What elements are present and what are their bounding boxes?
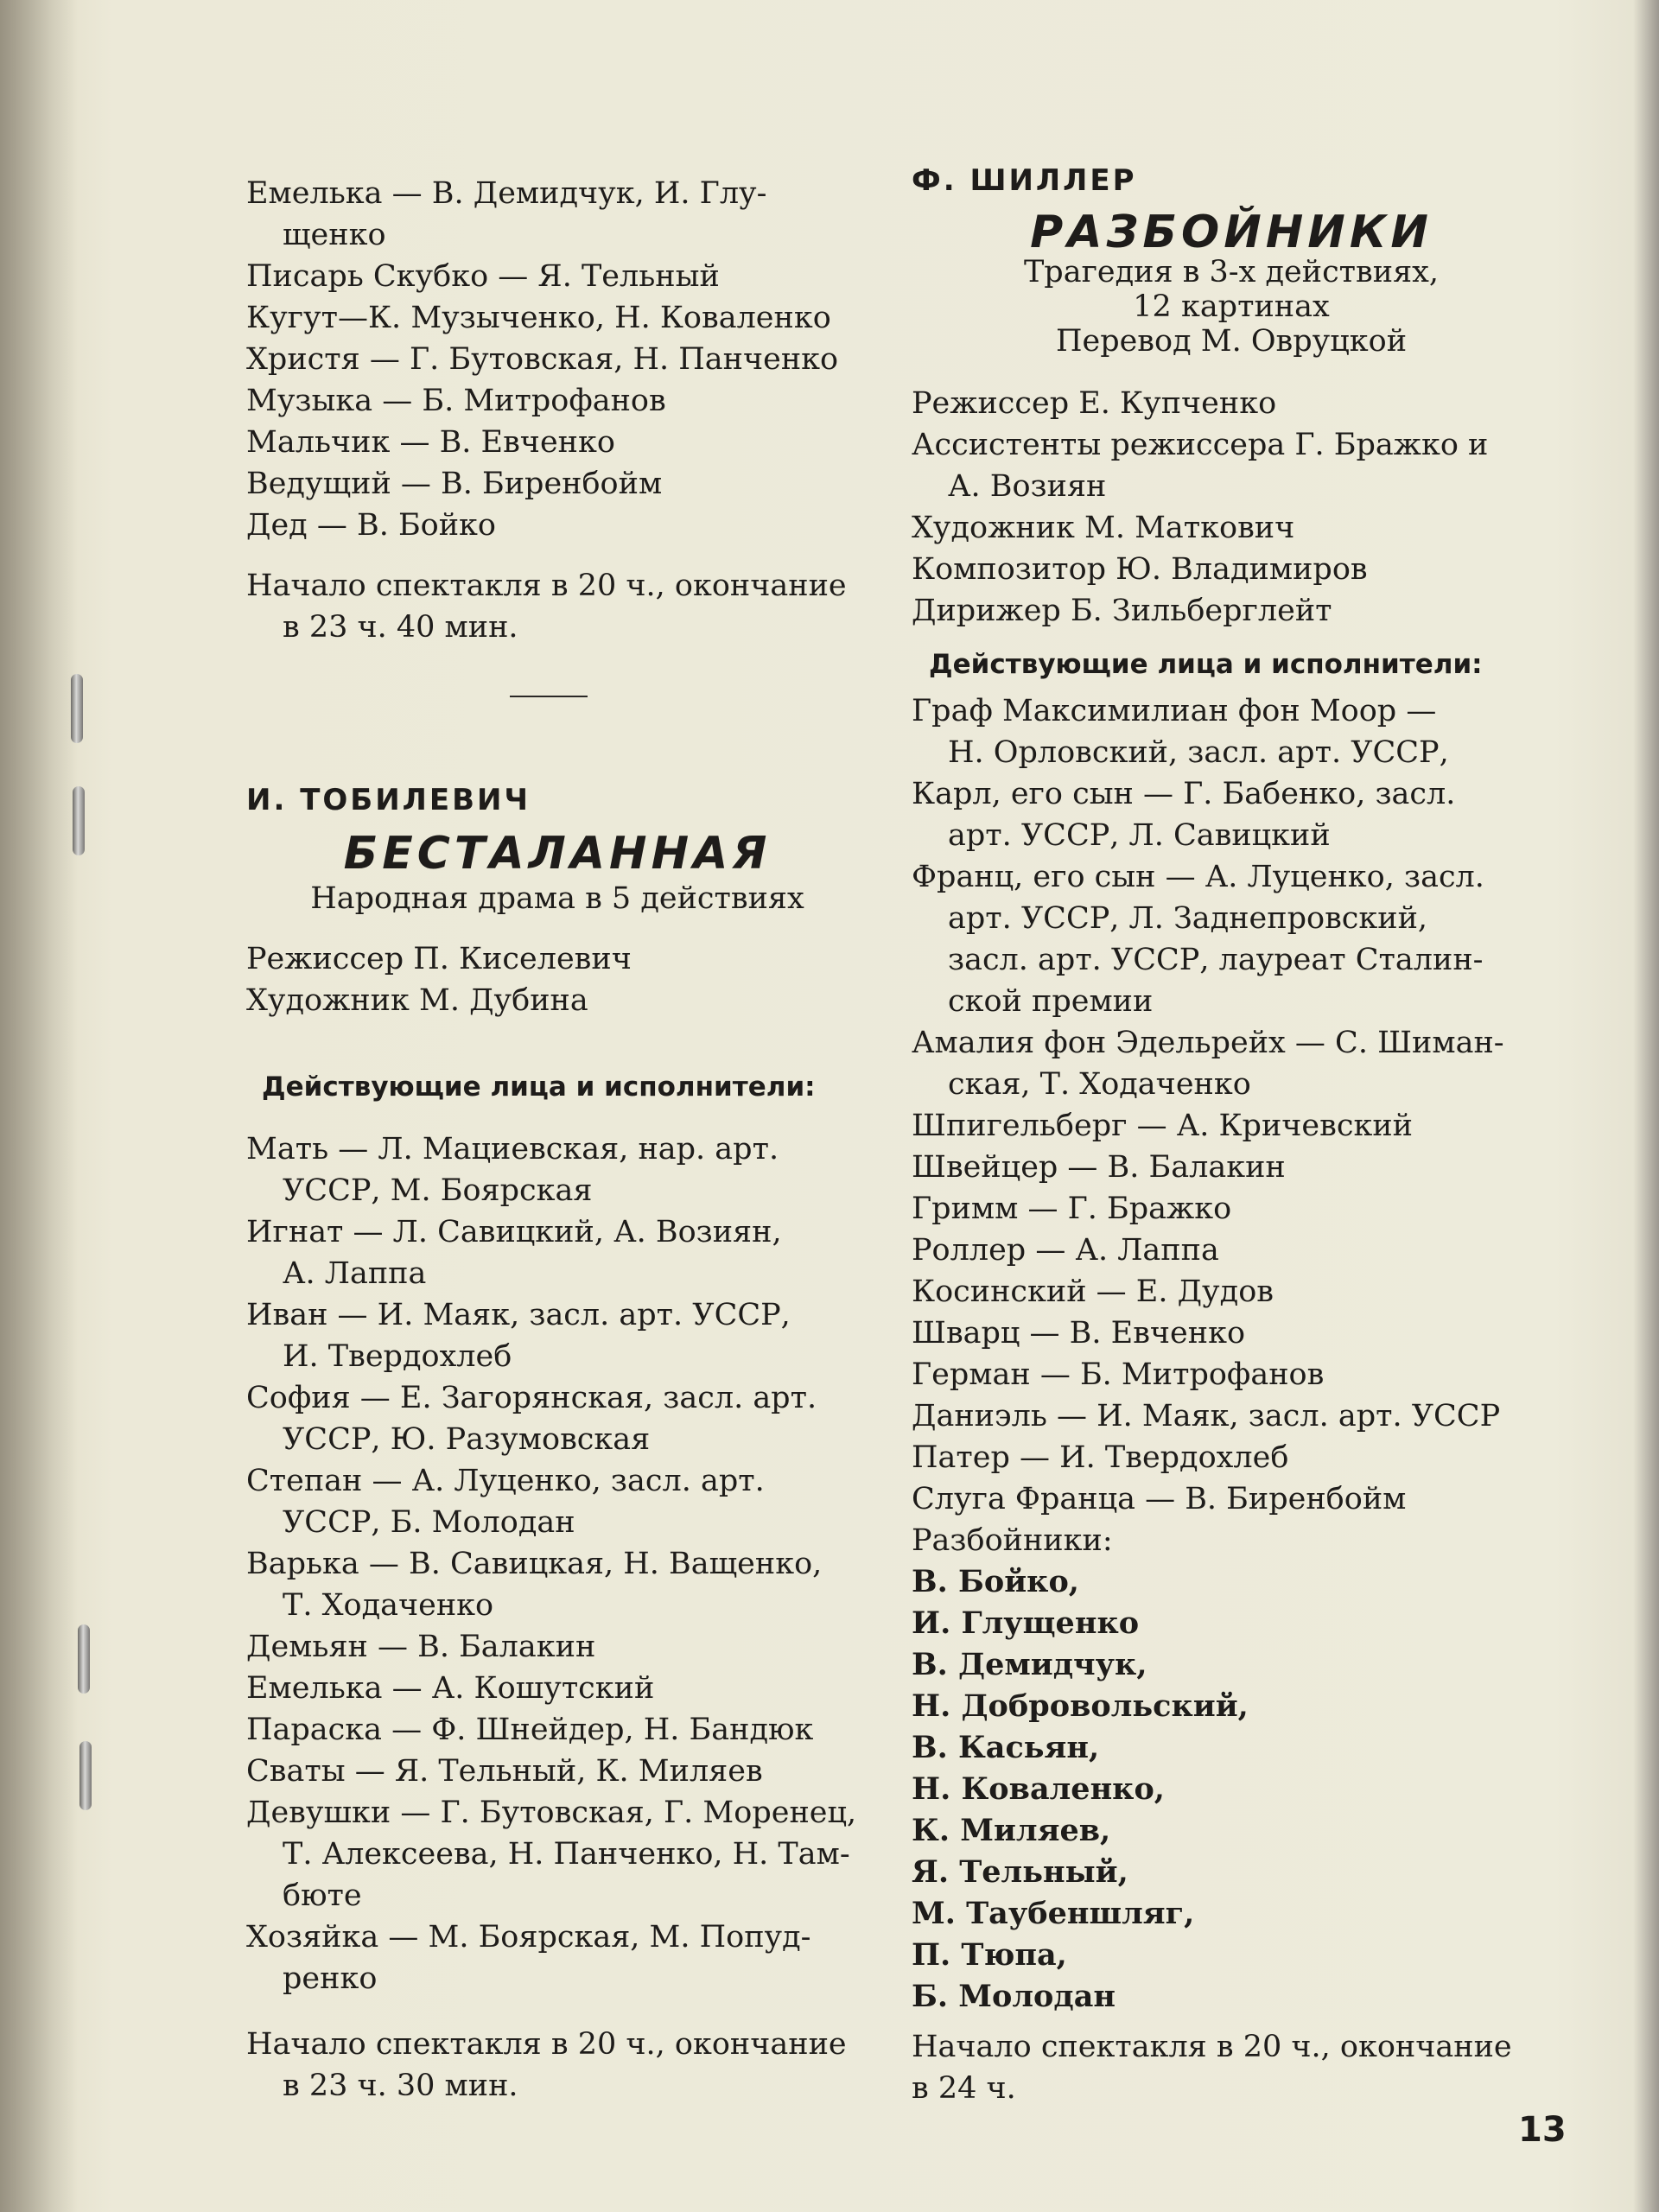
timing-line: в 24 ч. [912,2071,1016,2106]
cast-line: ской премии [948,984,1154,1019]
cast-line: Варька — В. Савицкая, Н. Ващенко, [246,1547,823,1581]
cast-line: Патер — И. Твердохлеб [912,1440,1289,1475]
robber-line: Б. Молодан [912,1979,1116,2014]
previous-play-timing [246,565,868,648]
cast-line: Писарь Скубко — Я. Тельный [246,259,720,294]
cast-line: Девушки — Г. Бутовская, Г. Моренец, [246,1796,857,1830]
cast-header: Действующие лица и исполнители: [262,1071,816,1103]
staple-4 [79,1741,92,1810]
cast-line: Емелька — В. Демидчук, И. Глу- [246,176,767,211]
cast-line: Гримм — Г. Бражко [912,1192,1232,1226]
staple-2 [73,786,85,855]
robber-line: И. Глущенко [912,1605,1140,1641]
cast-line: А. Лаппа [283,1256,427,1291]
staple-1 [71,674,83,743]
play-subtitle: 12 картинах [1133,289,1330,324]
cast-line: Мать — Л. Мациевская, нар. арт. [246,1132,779,1166]
crew-line: Режиссер Е. Купченко [912,386,1277,421]
robber-line: П. Тюпа, [912,1937,1067,1973]
cast-line: Герман — Б. Митрофанов [912,1357,1325,1392]
crew-line: Художник М. Маткович [912,511,1295,545]
play-bestalannaya [246,779,868,2107]
play-timing [912,2026,1551,2109]
cast-line: Швейцер — В. Балакин [912,1150,1286,1185]
cast-line: Кугут—К. Музыченко, Н. Коваленко [246,301,831,335]
cast-line: Мальчик — В. Евченко [246,425,615,460]
robber-line: Н. Добровольский, [912,1688,1249,1724]
director-line: Режиссер П. Киселевич [246,942,632,976]
translator-line: Перевод М. Овруцкой [1055,324,1408,359]
cast-line: Даниэль — И. Маяк, засл. арт. УССР [912,1399,1501,1433]
cast-line: Хозяйка — М. Боярская, М. Попуд- [246,1920,811,1955]
timing-line: Начало спектакля в 20 ч., окончание [246,2027,847,2062]
crew-line: А. Возиян [948,469,1107,504]
cast-line: УССР, М. Боярская [283,1173,593,1208]
crew-line: Дирижер Б. Зильберглейт [912,594,1332,628]
cast-line: Т. Алексеева, Н. Панченко, Н. Там- [283,1837,850,1872]
robber-line: В. Демидчук, [912,1647,1147,1682]
spine-shadow [0,0,78,2212]
robber-line: К. Миляев, [912,1813,1111,1848]
play-timing [246,2024,868,2107]
staple-3 [78,1624,90,1694]
play-author: Ф. ШИЛЛЕР [912,163,1137,198]
cast-line: Слуга Франца — В. Биренбойм [912,1482,1407,1516]
artist-line: Художник М. Дубина [246,983,588,1018]
left-column [246,173,868,2107]
robber-line: М. Таубеншляг, [912,1896,1195,1931]
robber-line: В. Бойко, [912,1564,1079,1599]
cast-line: ская, Т. Ходаченко [948,1067,1251,1102]
play-subtitle: Трагедия в 3-х действиях, [1023,255,1440,289]
cast-line: Карл, его сын — Г. Бабенко, засл. [912,777,1456,811]
cast-line: Т. Ходаченко [283,1588,494,1623]
robber-line: В. Касьян, [912,1730,1100,1765]
cast-line: засл. арт. УССР, лауреат Сталин- [948,943,1484,977]
cast-line: ренко [283,1961,378,1996]
timing-line: Начало спектакля в 20 ч., окончание [246,569,847,603]
cast-line: Демьян — В. Балакин [246,1630,596,1664]
cast-line: арт. УССР, Л. Савицкий [948,818,1331,853]
cast-line: Граф Максимилиан фон Моор — [912,694,1437,728]
cast-line: Дед — В. Бойко [246,508,497,543]
cast-line: Игнат — Л. Савицкий, А. Возиян, [246,1215,782,1249]
cast-line: Роллер — А. Лаппа [912,1233,1219,1268]
cast-line: Амалия фон Эдельрейх — С. Шиман- [912,1026,1504,1060]
play-subtitle: Народная драма в 5 действиях [310,881,804,916]
cast-list [246,1128,868,1999]
play-title: БЕСТАЛАННАЯ [343,828,772,880]
crew-list [912,383,1551,632]
cast-line: Степан — А. Луценко, засл. арт. [246,1464,765,1498]
cast-header: Действующие лица и исполнители: [929,649,1483,680]
right-column [912,160,1551,2109]
timing-line: в 23 ч. 30 мин. [283,2069,518,2103]
cast-line: Христя — Г. Бутовская, Н. Панченко [246,342,839,377]
crew-line: Ассистенты режиссера Г. Бражко и [912,428,1489,462]
cast-line: щенко [283,218,386,252]
cast-line: арт. УССР, Л. Заднепровский, [948,901,1428,936]
cast-line: Музыка — Б. Митрофанов [246,384,666,418]
cast-line: УССР, Б. Молодан [283,1505,575,1540]
cast-line: Франц, его сын — А. Луценко, засл. [912,860,1484,894]
cast-list [912,690,1551,1520]
play-title: РАЗБОЙНИКИ [1030,207,1433,258]
cast-line: Косинский — Е. Дудов [912,1274,1274,1309]
cast-line: Емелька — А. Кошутский [246,1671,655,1706]
robbers-list [912,1561,1551,2018]
cast-line: Сваты — Я. Тельный, К. Миляев [246,1754,763,1789]
robber-line: Я. Тельный, [912,1854,1128,1890]
cast-line: Шпигельберг — А. Кричевский [912,1109,1413,1143]
page-number: 13 [1518,2110,1567,2150]
cast-line: Шварц — В. Евченко [912,1316,1246,1351]
timing-line: Начало спектакля в 20 ч., окончание [912,2030,1512,2064]
cast-line: Параска — Ф. Шнейдер, Н. Бандюк [246,1713,814,1747]
section-divider [510,696,588,697]
timing-line: в 23 ч. 40 мин. [283,610,518,645]
play-subtitle-block [912,255,1551,359]
crew-line: Композитор Ю. Владимиров [912,552,1368,587]
cast-line: София — Е. Загорянская, засл. арт. [246,1381,817,1415]
previous-play-cast [246,173,868,546]
cast-line: Иван — И. Маяк, засл. арт. УССР, [246,1298,791,1332]
cast-line: бюте [283,1878,362,1913]
robbers-label: Разбойники: [912,1523,1113,1558]
cast-line: УССР, Ю. Разумовская [283,1422,651,1457]
cast-line: Н. Орловский, засл. арт. УССР, [948,735,1449,770]
cast-line: Ведущий — В. Биренбойм [246,467,663,501]
play-author: И. ТОБИЛЕВИЧ [246,783,531,817]
robber-line: Н. Коваленко, [912,1771,1165,1807]
cast-line: И. Твердохлеб [283,1339,512,1374]
